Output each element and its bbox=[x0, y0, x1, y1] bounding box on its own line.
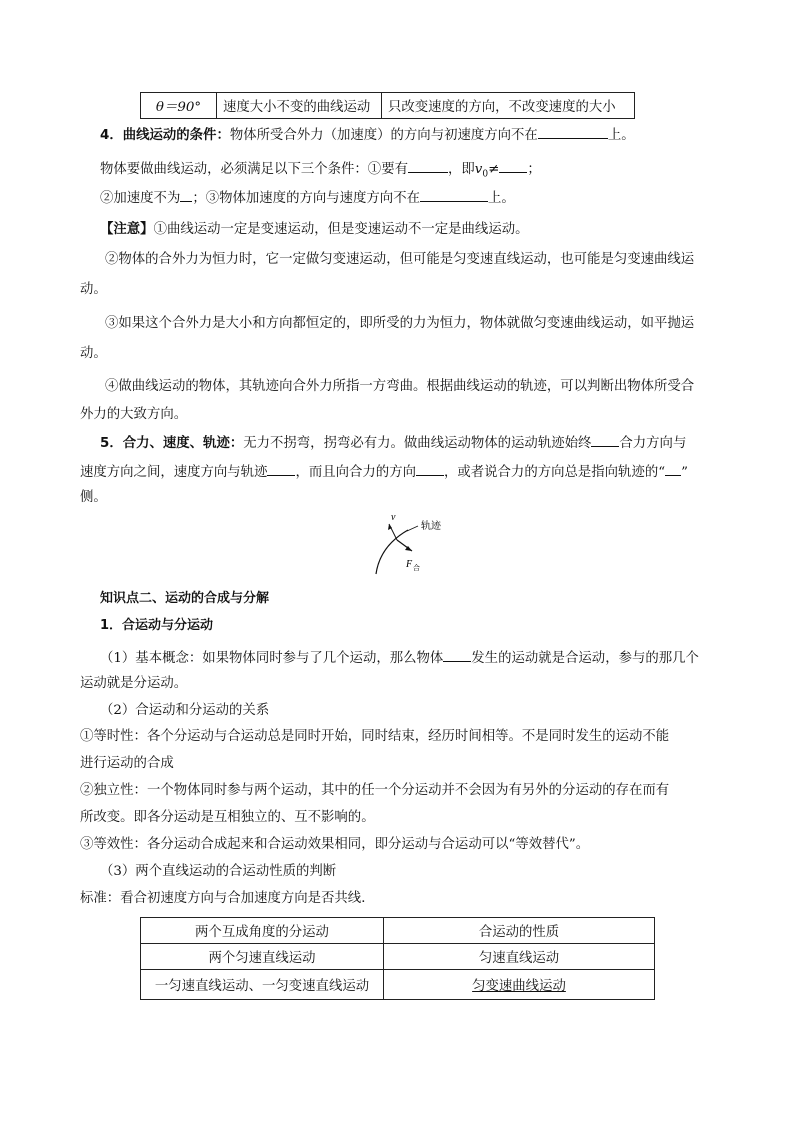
paragraph-2: （2）合运动和分运动的关系 bbox=[100, 703, 270, 718]
text: （1）基本概念：如果物体同时参与了几个运动，那么物体 bbox=[100, 651, 444, 666]
trajectory-curve bbox=[376, 530, 408, 574]
paragraph-4a: ②独立性：一个物体同时参与两个运动，其中的任一个分运动并不会因为有另外的分运动的存在而有 bbox=[80, 783, 670, 798]
note-3a: ③如果这个合外力是大小和方向都恒定的，即所受的力为恒力，物体就做匀变速曲线运动，如平抛运 bbox=[105, 316, 695, 331]
section-5-heading: 5．合力、速度、轨迹： bbox=[100, 436, 244, 451]
text: ，而且向合力的方向 bbox=[295, 465, 416, 480]
section-5-line1 bbox=[100, 433, 686, 453]
fill-blank bbox=[499, 159, 527, 173]
section-4-line2 bbox=[100, 159, 541, 184]
top-table bbox=[140, 92, 635, 119]
table-cell: 匀速直线运动 bbox=[384, 944, 655, 970]
text: 物体要做曲线运动，必须满足以下三个条件：①要有 bbox=[100, 162, 408, 177]
text: ； bbox=[527, 162, 541, 177]
track-pointer bbox=[407, 526, 418, 531]
table-cell: θ＝90° bbox=[141, 93, 217, 119]
fill-blank bbox=[180, 188, 192, 202]
text: ；③物体加速度的方向与速度方向不在 bbox=[192, 191, 420, 206]
note-1 bbox=[100, 221, 529, 239]
note-3b: 动。 bbox=[80, 346, 107, 361]
text: ②加速度不为 bbox=[100, 191, 181, 206]
text: ” bbox=[681, 465, 688, 480]
paragraph-1 bbox=[100, 648, 699, 668]
section-4-text: 物体所受合外力（加速度）的方向与初速度方向不在 bbox=[229, 128, 538, 143]
paragraph-1b: 运动就是分运动。 bbox=[80, 676, 188, 691]
text: 速度方向之间，速度方向与轨迹 bbox=[80, 465, 268, 480]
table-cell: 两个匀速直线运动 bbox=[141, 944, 384, 970]
fill-blank bbox=[443, 648, 471, 662]
fill-blank bbox=[665, 462, 681, 476]
subscript: 0 bbox=[482, 169, 489, 180]
section-4-line3 bbox=[100, 188, 515, 208]
fill-blank bbox=[267, 462, 295, 476]
fill-blank bbox=[538, 125, 608, 139]
section-5-line2 bbox=[80, 462, 688, 482]
table-cell: 一匀速直线运动、一匀变速直线运动 bbox=[141, 970, 384, 1000]
table-cell: 速度大小不变的曲线运动 bbox=[217, 93, 382, 119]
table-cell bbox=[384, 970, 655, 1000]
f-sub-label: 合 bbox=[413, 564, 420, 572]
ne-symbol: ≠ bbox=[488, 162, 500, 177]
track-label: 轨迹 bbox=[421, 521, 441, 532]
section-4-line1 bbox=[100, 125, 635, 145]
note-2b: 动。 bbox=[80, 282, 107, 297]
section-4-heading: 4．曲线运动的条件： bbox=[100, 128, 230, 143]
paragraph-5: ③等效性：各分运动合成起来和合运动效果相同，即分运动与合运动可以“等效替代”。 bbox=[80, 837, 590, 852]
text: ①曲线运动一定是变速运动，但是变速运动不一定是曲线运动。 bbox=[153, 222, 529, 237]
table-header-cell: 两个互成角度的分运动 bbox=[141, 918, 384, 944]
motion-table bbox=[140, 917, 655, 1000]
text: 无力不拐弯，拐弯必有力。做曲线运动物体的运动轨迹始终 bbox=[243, 436, 592, 451]
section-5-line3: 侧。 bbox=[80, 490, 107, 505]
text: 合力方向与 bbox=[619, 436, 687, 451]
text: 发生的运动就是合运动，参与的那几个 bbox=[471, 651, 699, 666]
f-label: F bbox=[406, 559, 413, 570]
section-4-text-end: 上。 bbox=[607, 128, 635, 143]
table-row bbox=[141, 93, 635, 119]
note-label: 【注意】 bbox=[100, 222, 154, 237]
paragraph-3b: 进行运动的合成 bbox=[80, 756, 174, 771]
table-header-row bbox=[141, 918, 655, 944]
subsection-1: 1．合运动与分运动 bbox=[100, 618, 214, 633]
v-symbol: v bbox=[474, 162, 483, 177]
paragraph-4b: 所改变。即各分运动是互相独立的、互不影响的。 bbox=[80, 810, 375, 825]
paragraph-3a: ①等时性：各个分运动与合运动总是同时开始，同时结束，经历时间相等。不是同时发生的运动不能 bbox=[80, 729, 670, 744]
paragraph-6: （3）两个直线运动的合运动性质的判断 bbox=[100, 864, 337, 879]
table-cell: 只改变速度的方向，不改变速度的大小 bbox=[382, 93, 635, 119]
fill-blank bbox=[591, 433, 619, 447]
fill-blank bbox=[416, 462, 444, 476]
text: 上。 bbox=[487, 191, 515, 206]
table-row bbox=[141, 970, 655, 1000]
paragraph-7: 标准：看合初速度方向与合加速度方向是否共线． bbox=[80, 891, 375, 906]
fill-blank bbox=[420, 188, 488, 202]
text: ，或者说合力的方向总是指向轨迹的“ bbox=[443, 465, 666, 480]
table-header-cell: 合运动的性质 bbox=[384, 918, 655, 944]
table-row bbox=[141, 944, 655, 970]
note-4a: ④做曲线运动的物体，其轨迹向合外力所指一方弯曲。根据曲线运动的轨迹，可以判断出物体所受合 bbox=[105, 379, 695, 394]
underlined-answer: 匀变速曲线运动 bbox=[472, 979, 566, 994]
v-label: v bbox=[391, 512, 396, 523]
fill-blank bbox=[408, 159, 448, 173]
note-2a: ②物体的合外力为恒力时，它一定做匀变速运动，但可能是匀变速直线运动，也可能是匀变速曲线运 bbox=[105, 252, 695, 267]
text: ，即 bbox=[447, 162, 475, 177]
note-4b: 外力的大致方向。 bbox=[80, 407, 188, 422]
part-2-heading: 知识点二、运动的合成与分解 bbox=[100, 591, 270, 606]
trajectory-figure bbox=[360, 510, 460, 580]
